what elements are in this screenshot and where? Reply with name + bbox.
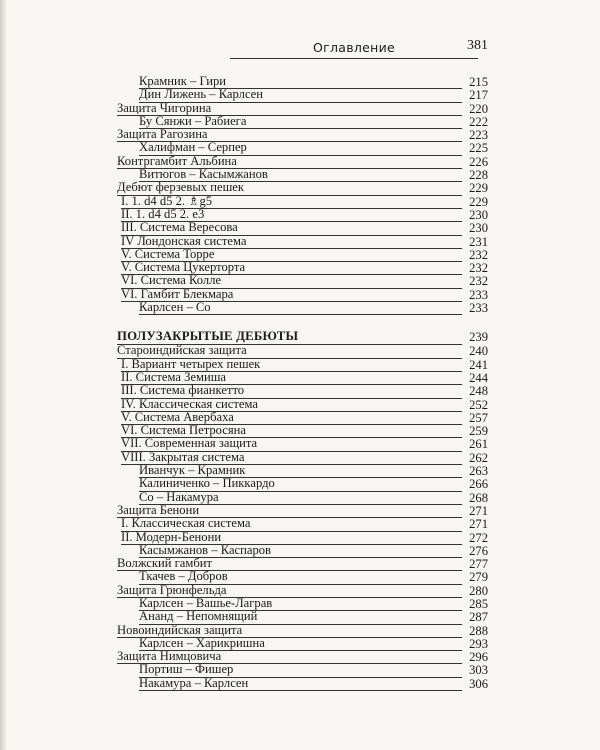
toc-entry-title: IV. Классическая система [121, 398, 462, 412]
toc-entry-page: 272 [469, 530, 488, 545]
toc-entry [117, 585, 488, 598]
toc-entry-title: I. Вариант четырех пешек [121, 358, 462, 372]
toc-entry-title: VIII. Закрытая система [121, 451, 462, 465]
toc-entry [117, 625, 488, 638]
toc-entry-title: Новоиндийская защита [117, 624, 462, 638]
toc-entry-page: 228 [469, 168, 488, 183]
toc-entry-page: 268 [469, 490, 488, 505]
toc-entry-page: 229 [469, 181, 488, 196]
toc-entry [117, 532, 488, 545]
toc-entry [117, 651, 488, 664]
toc-entry-title: II. Система Земиша [121, 371, 462, 385]
toc-entry-page: 230 [469, 221, 488, 236]
page-edge [0, 0, 6, 750]
toc-entry-page: 252 [469, 397, 488, 412]
toc-entry-page: 222 [469, 114, 488, 129]
toc-entry [117, 545, 488, 558]
toc-entry-page: 241 [469, 357, 488, 372]
toc-entry-page: 233 [469, 287, 488, 302]
toc-entry-title: V. Система Торре [121, 248, 462, 262]
toc-entry-title: V. Система Цукерторта [121, 261, 462, 275]
toc-entry-title: VI. Система Колле [121, 274, 462, 288]
toc-entry [117, 664, 488, 677]
toc-entry-title: Защита Чигорина [117, 102, 462, 116]
toc-entry [117, 89, 488, 102]
toc-entry-title: Защита Бенони [117, 504, 462, 518]
toc-entry [117, 103, 488, 116]
toc-entry-title: Накамура – Карлсен [139, 677, 462, 691]
toc-entry-title: V. Система Авербаха [121, 411, 462, 425]
toc-entry-page: 259 [469, 424, 488, 439]
toc-entry-page: 248 [469, 384, 488, 399]
toc-entry-page: 240 [469, 344, 488, 359]
toc-entry [117, 478, 488, 491]
toc-entry-page: 263 [469, 464, 488, 479]
toc-entry [117, 452, 488, 465]
toc-entry-page: 232 [469, 247, 488, 262]
toc-entry-title: Портиш – Фишер [139, 663, 462, 677]
toc-entry [117, 236, 488, 249]
toc-entry-page: 244 [469, 370, 488, 385]
toc-entry-page: 231 [469, 234, 488, 249]
toc-entry-title: Карлсен – Харикришна [139, 637, 462, 651]
toc-entry-page: 293 [469, 636, 488, 651]
toc-entry-page: 288 [469, 623, 488, 638]
toc-entry-page: 233 [469, 301, 488, 316]
toc-entry-title: Бу Сянжи – Рабиега [139, 115, 462, 129]
toc-entry-page: 296 [469, 650, 488, 665]
toc-entry [117, 76, 488, 89]
toc-entry-page: 287 [469, 610, 488, 625]
toc-entry [117, 129, 488, 142]
toc-entry-title: Защита Грюнфельда [117, 584, 462, 598]
toc-entry-page: 215 [469, 75, 488, 89]
toc-entry-title: Защита Нимцовича [117, 650, 462, 664]
toc-entry [117, 359, 488, 372]
toc-entry [117, 345, 488, 358]
toc-entry [117, 249, 488, 262]
toc-entry [117, 169, 488, 182]
toc-entry-title: I. 1. d4 d5 2. ♗g5 [121, 195, 462, 209]
toc-entry-title: Волжский гамбит [117, 557, 462, 571]
toc-entry-page: 271 [469, 517, 488, 532]
toc-entry-page: 223 [469, 128, 488, 143]
toc-entry-page: 232 [469, 274, 488, 289]
toc-entry-title: Ткачев – Добров [139, 570, 462, 584]
toc-entry-page: 279 [469, 570, 488, 585]
toc-entry-title: Крамник – Гири [139, 75, 462, 89]
toc-entry-page: 280 [469, 583, 488, 598]
toc-entry-page: 239 [469, 330, 488, 345]
toc-entry-page: 232 [469, 261, 488, 276]
table-of-contents [117, 76, 488, 691]
toc-entry-page: 303 [469, 663, 488, 678]
toc-entry [117, 142, 488, 155]
toc-entry [117, 209, 488, 222]
toc-entry [117, 289, 488, 302]
toc-entry-title: Витюгов – Касымжанов [139, 168, 462, 182]
toc-entry-title: Карлсен – Со [139, 301, 462, 315]
toc-entry [117, 302, 488, 315]
toc-entry [117, 156, 488, 169]
toc-entry [117, 262, 488, 275]
toc-entry-title: Калиниченко – Пиккардо [139, 477, 462, 491]
toc-entry [117, 412, 488, 425]
toc-entry-title: VI. Гамбит Блекмара [121, 288, 462, 302]
toc-entry [117, 399, 488, 412]
toc-entry-page: 271 [469, 503, 488, 518]
toc-entry [117, 611, 488, 624]
toc-entry-title: VII. Современная защита [121, 437, 462, 451]
toc-entry [117, 678, 488, 691]
toc-entry [117, 275, 488, 288]
toc-entry [117, 598, 488, 611]
toc-entry-page: 226 [469, 154, 488, 169]
toc-entry [117, 558, 488, 571]
toc-entry-title: Ананд – Непомнящий [139, 610, 462, 624]
toc-entry-title: III. Система фианкетто [121, 384, 462, 398]
toc-entry [117, 182, 488, 195]
toc-entry [117, 196, 488, 209]
toc-entry-title: Контргамбит Альбина [117, 155, 462, 169]
toc-entry-page: 266 [469, 477, 488, 492]
toc-entry-title: I. Классическая система [121, 517, 462, 531]
toc-entry-page: 217 [469, 88, 488, 103]
toc-entry-title: Касымжанов – Каспаров [139, 544, 462, 558]
toc-entry-page: 230 [469, 207, 488, 222]
toc-entry-title: Иванчук – Крамник [139, 464, 462, 478]
toc-entry-page: 262 [469, 450, 488, 465]
toc-entry [117, 505, 488, 518]
toc-entry-title: ПОЛУЗАКРЫТЫЕ ДЕБЮТЫ [117, 328, 462, 345]
toc-entry [117, 638, 488, 651]
toc-entry-page: 277 [469, 557, 488, 572]
toc-entry [117, 438, 488, 451]
toc-entry-title: VI. Система Петросяна [121, 424, 462, 438]
toc-entry [117, 518, 488, 531]
toc-entry-title: Староиндийская защита [117, 344, 462, 358]
toc-entry-page: 229 [469, 194, 488, 209]
toc-entry [117, 385, 488, 398]
toc-entry [117, 425, 488, 438]
toc-entry-page: 276 [469, 543, 488, 558]
toc-entry-title: Халифман – Серпер [139, 141, 462, 155]
toc-entry-title: II. 1. d4 d5 2. e3 [121, 208, 462, 222]
toc-entry-title: III. Система Вересова [121, 221, 462, 235]
toc-entry [117, 116, 488, 129]
toc-entry-page: 257 [469, 410, 488, 425]
toc-entry [117, 372, 488, 385]
toc-entry-page: 285 [469, 596, 488, 611]
toc-entry-title: Карлсен – Вашье-Лаграв [139, 597, 462, 611]
toc-entry-page: 220 [469, 101, 488, 116]
toc-section-heading [117, 329, 488, 345]
toc-entry [117, 571, 488, 584]
toc-entry-page: 306 [469, 676, 488, 691]
toc-entry-title: Дин Лижень – Карлсен [139, 88, 462, 102]
page-number: 381 [467, 38, 488, 53]
toc-entry [117, 222, 488, 235]
toc-entry-page: 225 [469, 141, 488, 156]
toc-entry-title: II. Модерн-Бенони [121, 531, 462, 545]
toc-entry-title: Дебют ферзевых пешек [117, 181, 462, 195]
toc-entry [117, 492, 488, 505]
toc-entry [117, 465, 488, 478]
running-head: Оглавление [230, 40, 478, 59]
toc-entry-title: Защита Рагозина [117, 128, 462, 142]
toc-entry-page: 261 [469, 437, 488, 452]
toc-entry-title: Со – Накамура [139, 491, 462, 505]
toc-entry-title: IV Лондонская система [121, 235, 462, 249]
